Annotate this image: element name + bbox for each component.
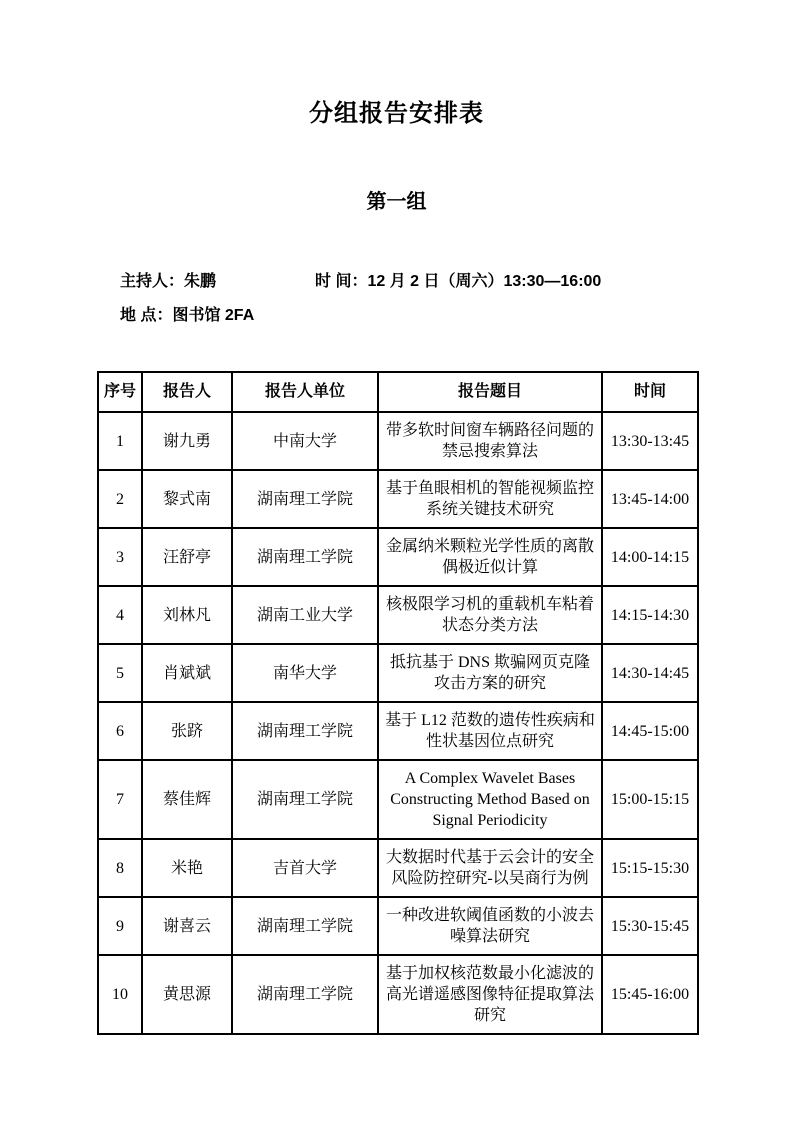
- cell-affiliation: 湖南理工学院: [232, 528, 378, 586]
- cell-time: 14:45-15:00: [602, 702, 698, 760]
- cell-no: 2: [98, 470, 142, 528]
- cell-affiliation: 吉首大学: [232, 839, 378, 897]
- cell-time: 15:15-15:30: [602, 839, 698, 897]
- table-row: [98, 412, 698, 470]
- time-label: 时 间：: [315, 273, 368, 290]
- cell-speaker: 蔡佳辉: [142, 760, 232, 839]
- cell-no: 6: [98, 702, 142, 760]
- cell-title: 大数据时代基于云会计的安全风险防控研究-以吴商行为例: [378, 839, 602, 897]
- cell-title: 一种改进软阈值函数的小波去噪算法研究: [378, 897, 602, 955]
- table-row: [98, 702, 698, 760]
- table-row: [98, 955, 698, 1034]
- cell-speaker: 谢九勇: [142, 412, 232, 470]
- table-row: [98, 586, 698, 644]
- cell-no: 1: [98, 412, 142, 470]
- cell-title: 抵抗基于 DNS 欺骗网页克隆攻击方案的研究: [378, 644, 602, 702]
- cell-affiliation: 湖南理工学院: [232, 760, 378, 839]
- cell-no: 3: [98, 528, 142, 586]
- header-time: 时间: [602, 372, 698, 412]
- cell-title: 带多软时间窗车辆路径问题的禁忌搜索算法: [378, 412, 602, 470]
- cell-no: 8: [98, 839, 142, 897]
- host-field: [120, 265, 315, 299]
- time-field: [315, 273, 601, 290]
- cell-affiliation: 中南大学: [232, 412, 378, 470]
- cell-title: 基于加权核范数最小化滤波的高光谱遥感图像特征提取算法研究: [378, 955, 602, 1034]
- host-label: 主持人：: [120, 273, 185, 290]
- cell-speaker: 肖斌斌: [142, 644, 232, 702]
- cell-no: 10: [98, 955, 142, 1034]
- table-row: [98, 528, 698, 586]
- cell-time: 14:00-14:15: [602, 528, 698, 586]
- cell-title: 基于鱼眼相机的智能视频监控系统关键技术研究: [378, 470, 602, 528]
- header-title: 报告题目: [378, 372, 602, 412]
- session-info: [120, 265, 793, 333]
- table-row: [98, 760, 698, 839]
- cell-title: 核极限学习机的重载机车粘着状态分类方法: [378, 586, 602, 644]
- cell-title: A Complex Wavelet Bases Constructing Method Based on Signal Periodicity: [378, 760, 602, 839]
- table-header-row: [98, 372, 698, 412]
- cell-time: 15:45-16:00: [602, 955, 698, 1034]
- cell-time: 13:30-13:45: [602, 412, 698, 470]
- cell-time: 15:30-15:45: [602, 897, 698, 955]
- table-row: [98, 644, 698, 702]
- header-no: 序号: [98, 372, 142, 412]
- cell-title: 金属纳米颗粒光学性质的离散偶极近似计算: [378, 528, 602, 586]
- cell-affiliation: 湖南工业大学: [232, 586, 378, 644]
- cell-affiliation: 南华大学: [232, 644, 378, 702]
- cell-speaker: 米艳: [142, 839, 232, 897]
- schedule-table-body: [98, 412, 698, 1034]
- cell-affiliation: 湖南理工学院: [232, 897, 378, 955]
- cell-speaker: 刘林凡: [142, 586, 232, 644]
- cell-speaker: 汪舒亭: [142, 528, 232, 586]
- info-line-location: [120, 299, 793, 333]
- table-row: [98, 839, 698, 897]
- schedule-table: [97, 371, 699, 1035]
- table-row: [98, 470, 698, 528]
- location-value: 图书馆 2FA: [172, 307, 255, 324]
- cell-speaker: 黎式南: [142, 470, 232, 528]
- header-speaker: 报告人: [142, 372, 232, 412]
- table-row: [98, 897, 698, 955]
- cell-no: 9: [98, 897, 142, 955]
- cell-affiliation: 湖南理工学院: [232, 470, 378, 528]
- cell-time: 13:45-14:00: [602, 470, 698, 528]
- cell-time: 15:00-15:15: [602, 760, 698, 839]
- host-value: 朱鹏: [184, 273, 217, 290]
- cell-speaker: 黄思源: [142, 955, 232, 1034]
- cell-no: 7: [98, 760, 142, 839]
- cell-no: 5: [98, 644, 142, 702]
- time-value: 12 月 2 日（周六）13:30—16:00: [367, 273, 602, 290]
- cell-time: 14:30-14:45: [602, 644, 698, 702]
- info-line-host-time: [120, 265, 793, 299]
- cell-affiliation: 湖南理工学院: [232, 702, 378, 760]
- cell-affiliation: 湖南理工学院: [232, 955, 378, 1034]
- cell-no: 4: [98, 586, 142, 644]
- cell-time: 14:15-14:30: [602, 586, 698, 644]
- cell-title: 基于 L12 范数的遗传性疾病和性状基因位点研究: [378, 702, 602, 760]
- location-label: 地 点：: [120, 307, 173, 324]
- document-title: 分组报告安排表: [309, 100, 484, 127]
- group-title: 第一组: [366, 191, 427, 213]
- header-affiliation: 报告人单位: [232, 372, 378, 412]
- cell-speaker: 张跻: [142, 702, 232, 760]
- cell-speaker: 谢喜云: [142, 897, 232, 955]
